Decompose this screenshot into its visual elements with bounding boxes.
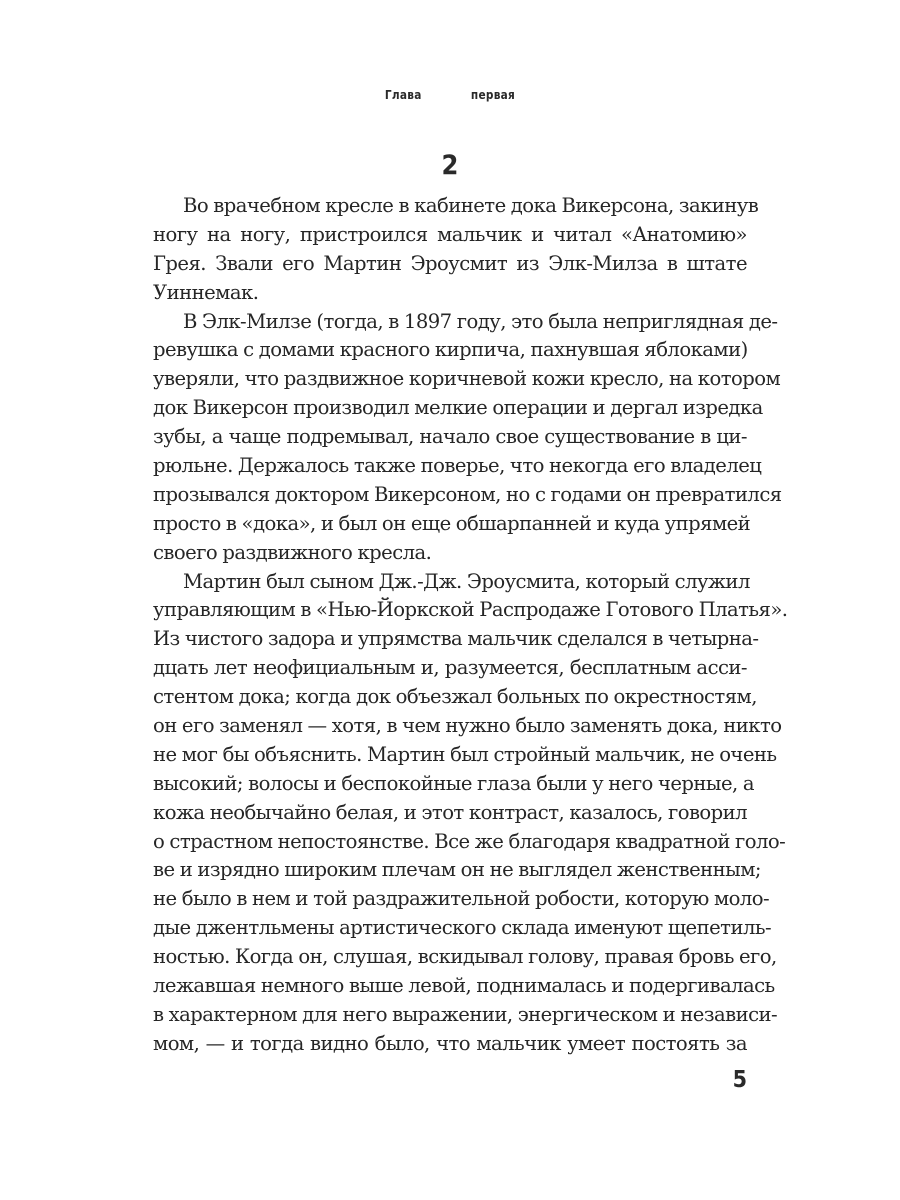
text-line: рюльне. Держалось также поверье, что некогда его владелец xyxy=(153,454,762,478)
text-line: В Элк-Милзе (тогда, в 1897 году, это была неприглядная де- xyxy=(183,309,778,333)
text-line: Из чистого задора и упрямства мальчик сделался в четырна- xyxy=(153,627,759,651)
text-line: Мартин был сыном Дж.-Дж. Эроусмита, который служил xyxy=(183,569,750,593)
text-line: в характерном для него выражении, энергическом и независи- xyxy=(153,1002,778,1026)
text-line: кожа необычайно белая, и этот контраст, казалось, говорил xyxy=(153,800,748,824)
text-line: прозывался доктором Викерсоном, но с годами он превратился xyxy=(153,482,782,506)
text-line: Грея. Звали его Мартин Эроусмит из Элк-Милза в штате xyxy=(153,251,747,275)
page-number: 5 xyxy=(732,1067,747,1093)
text-line: не было в нем и той раздражительной робости, которую моло- xyxy=(153,887,770,911)
paragraph-1 xyxy=(153,192,759,308)
section-number: 2 xyxy=(441,150,459,181)
text-line: он его заменял — хотя, в чем нужно было заменять дока, никто xyxy=(153,714,782,738)
text-line: своего раздвижного кресла. xyxy=(153,540,432,564)
body-text xyxy=(153,192,788,1059)
paragraph-3 xyxy=(153,568,788,1059)
text-line: зубы, а чаще подремывал, начало свое существование в ци- xyxy=(153,425,747,449)
text-line: Во врачебном кресле в кабинете дока Викерсона, закинув xyxy=(183,194,759,217)
running-head xyxy=(54,88,846,102)
text-line: не мог бы объяснить. Мартин был стройный мальчик, не очень xyxy=(153,742,777,766)
text-line: высокий; волосы и беспокойные глаза были у него черные, а xyxy=(153,771,754,795)
text-line: ве и изрядно широким плечам он не выглядел женственным; xyxy=(153,858,761,882)
text-line: мом, — и тогда видно было, что мальчик умеет постоять за xyxy=(153,1031,747,1055)
text-line: ногу на ногу, пристроился мальчик и читал «Анатомию» xyxy=(153,222,747,246)
text-line: ревушка с домами красного кирпича, пахнувшая яблоками) xyxy=(153,338,748,362)
running-head-chapter-word: Глава xyxy=(384,88,422,102)
text-line: лежавшая немного выше левой, поднималась и подергивалась xyxy=(153,974,775,998)
text-line: док Викерсон производил мелкие операции и дергал изредка xyxy=(153,396,763,420)
text-line: просто в «дока», и был он еще обшарпанней и куда упрямей xyxy=(153,511,751,535)
text-line: ностью. Когда он, слушая, вскидывал голову, правая бровь его, xyxy=(153,945,777,969)
text-line: управляющим в «Нью-Йоркской Распродаже Готового Платья». xyxy=(153,598,788,622)
text-line: Уиннемак. xyxy=(153,280,259,304)
text-line: дые джентльмены артистического склада именуют щепетиль- xyxy=(153,916,772,940)
text-line: уверяли, что раздвижное коричневой кожи кресло, на котором xyxy=(153,367,781,391)
running-head-chapter-ordinal: первая xyxy=(470,88,516,102)
text-line: стентом дока; когда док объезжал больных по окрестностям, xyxy=(153,685,757,709)
text-line: дцать лет неофициальным и, разумеется, бесплатным асси- xyxy=(153,656,747,680)
paragraph-2 xyxy=(153,308,782,568)
text-line: о страстном непостоянстве. Все же благодаря квадратной голо- xyxy=(153,829,786,853)
